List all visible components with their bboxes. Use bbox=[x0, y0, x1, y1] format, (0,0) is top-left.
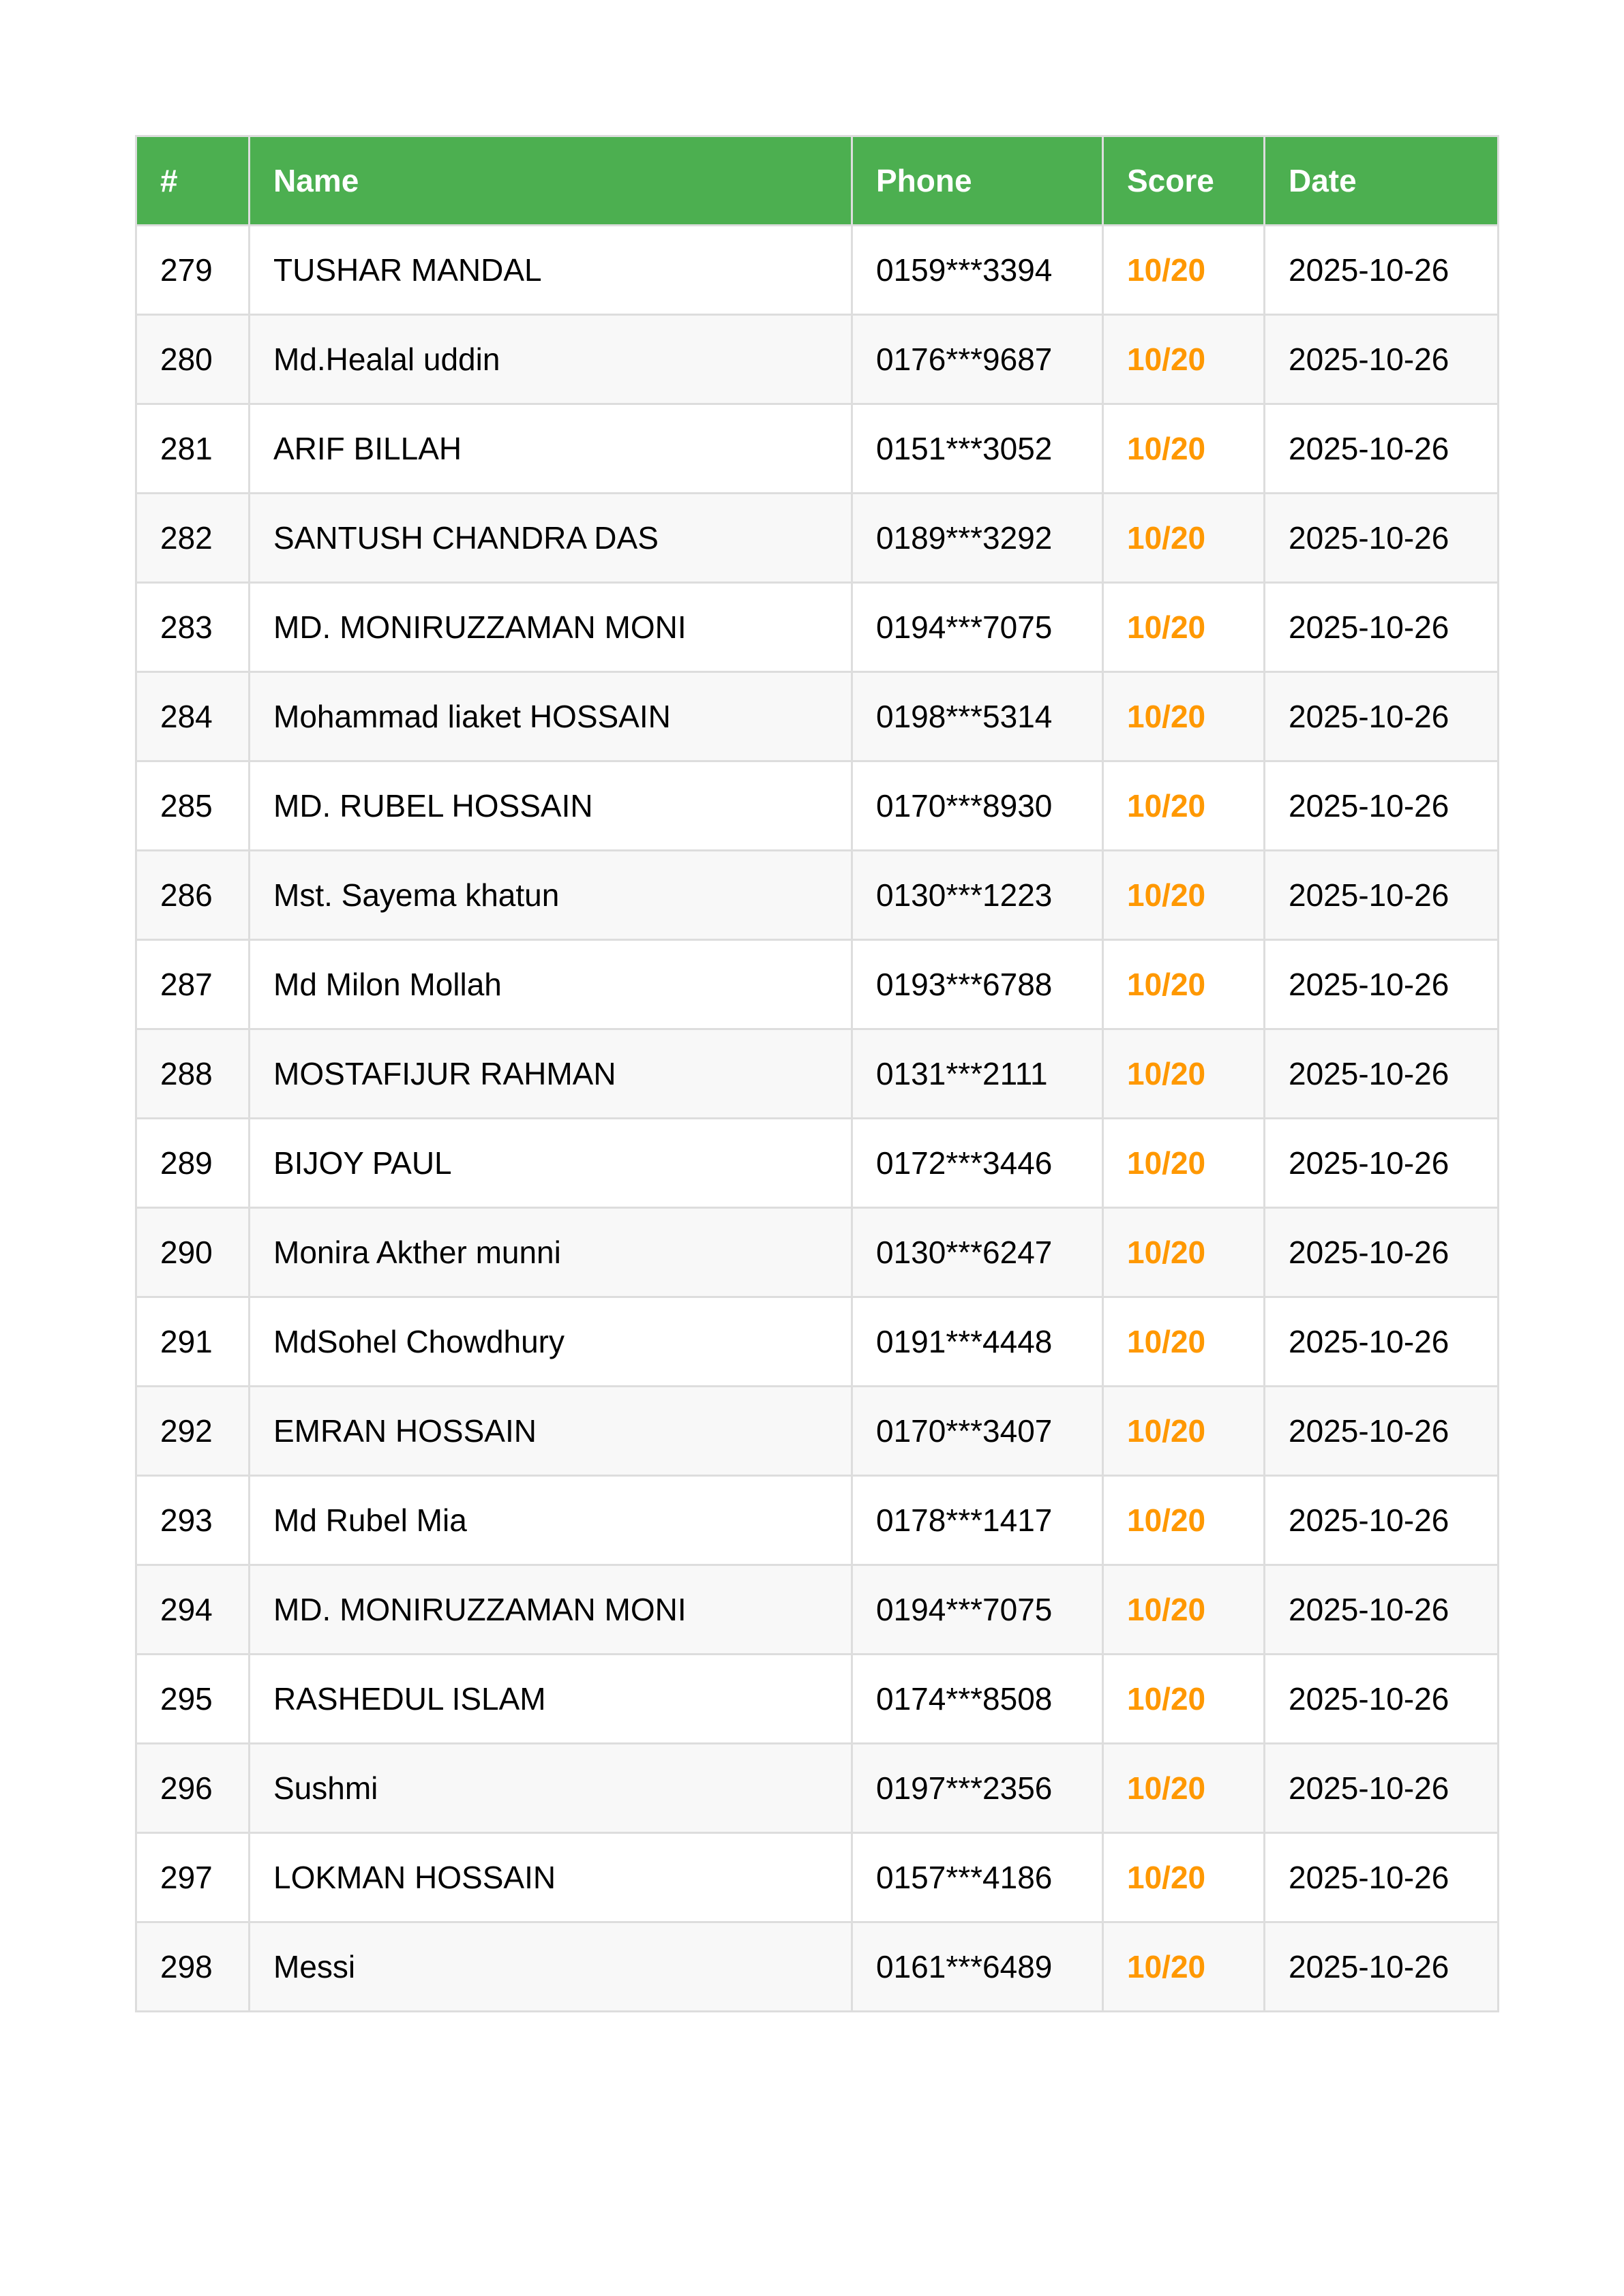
date: 2025-10-26 bbox=[1265, 851, 1499, 940]
date: 2025-10-26 bbox=[1265, 226, 1499, 315]
phone-number: 0189***3292 bbox=[852, 494, 1103, 583]
table-row bbox=[136, 1833, 1499, 1922]
date: 2025-10-26 bbox=[1265, 1297, 1499, 1387]
row-number: 287 bbox=[136, 940, 250, 1029]
table-row bbox=[136, 315, 1499, 404]
table-row bbox=[136, 226, 1499, 315]
participant-name: Mohammad liaket HOSSAIN bbox=[250, 672, 852, 761]
row-number: 291 bbox=[136, 1297, 250, 1387]
phone-number: 0157***4186 bbox=[852, 1833, 1103, 1922]
table-row bbox=[136, 940, 1499, 1029]
score: 10/20 bbox=[1103, 851, 1265, 940]
score: 10/20 bbox=[1103, 226, 1265, 315]
table-row bbox=[136, 404, 1499, 494]
participant-name: MD. RUBEL HOSSAIN bbox=[250, 761, 852, 851]
date: 2025-10-26 bbox=[1265, 1119, 1499, 1208]
row-number: 294 bbox=[136, 1565, 250, 1655]
participant-name: Messi bbox=[250, 1922, 852, 2012]
table-row bbox=[136, 1297, 1499, 1387]
table-row bbox=[136, 494, 1499, 583]
row-number: 281 bbox=[136, 404, 250, 494]
row-number: 285 bbox=[136, 761, 250, 851]
date: 2025-10-26 bbox=[1265, 404, 1499, 494]
table-row bbox=[136, 1922, 1499, 2012]
score: 10/20 bbox=[1103, 1297, 1265, 1387]
phone-number: 0178***1417 bbox=[852, 1476, 1103, 1565]
date: 2025-10-26 bbox=[1265, 1655, 1499, 1744]
score: 10/20 bbox=[1103, 1744, 1265, 1833]
score: 10/20 bbox=[1103, 1565, 1265, 1655]
table-row bbox=[136, 1655, 1499, 1744]
participant-name: EMRAN HOSSAIN bbox=[250, 1387, 852, 1476]
participant-name: LOKMAN HOSSAIN bbox=[250, 1833, 852, 1922]
phone-number: 0130***1223 bbox=[852, 851, 1103, 940]
participant-name: ARIF BILLAH bbox=[250, 404, 852, 494]
date: 2025-10-26 bbox=[1265, 583, 1499, 672]
participant-name: Md.Healal uddin bbox=[250, 315, 852, 404]
phone-number: 0170***3407 bbox=[852, 1387, 1103, 1476]
participant-name: Md Milon Mollah bbox=[250, 940, 852, 1029]
score: 10/20 bbox=[1103, 940, 1265, 1029]
table-row bbox=[136, 1744, 1499, 1833]
participant-name: TUSHAR MANDAL bbox=[250, 226, 852, 315]
score: 10/20 bbox=[1103, 672, 1265, 761]
phone-number: 0172***3446 bbox=[852, 1119, 1103, 1208]
score: 10/20 bbox=[1103, 494, 1265, 583]
table-row bbox=[136, 1119, 1499, 1208]
date: 2025-10-26 bbox=[1265, 940, 1499, 1029]
phone-number: 0159***3394 bbox=[852, 226, 1103, 315]
score: 10/20 bbox=[1103, 1119, 1265, 1208]
participant-name: MOSTAFIJUR RAHMAN bbox=[250, 1029, 852, 1119]
header-row bbox=[136, 136, 1499, 226]
date: 2025-10-26 bbox=[1265, 1922, 1499, 2012]
table-row bbox=[136, 1029, 1499, 1119]
score: 10/20 bbox=[1103, 315, 1265, 404]
date: 2025-10-26 bbox=[1265, 1029, 1499, 1119]
score: 10/20 bbox=[1103, 1029, 1265, 1119]
table-row bbox=[136, 1208, 1499, 1297]
participant-name: MD. MONIRUZZAMAN MONI bbox=[250, 1565, 852, 1655]
date: 2025-10-26 bbox=[1265, 761, 1499, 851]
score: 10/20 bbox=[1103, 1655, 1265, 1744]
participant-name: Sushmi bbox=[250, 1744, 852, 1833]
row-number: 292 bbox=[136, 1387, 250, 1476]
row-number: 286 bbox=[136, 851, 250, 940]
score: 10/20 bbox=[1103, 404, 1265, 494]
table-row bbox=[136, 583, 1499, 672]
table-body bbox=[136, 226, 1499, 2012]
phone-number: 0176***9687 bbox=[852, 315, 1103, 404]
participant-name: SANTUSH CHANDRA DAS bbox=[250, 494, 852, 583]
table-row bbox=[136, 672, 1499, 761]
participant-name: Monira Akther munni bbox=[250, 1208, 852, 1297]
participant-name: Md Rubel Mia bbox=[250, 1476, 852, 1565]
row-number: 283 bbox=[136, 583, 250, 672]
row-number: 297 bbox=[136, 1833, 250, 1922]
row-number: 298 bbox=[136, 1922, 250, 2012]
phone-number: 0198***5314 bbox=[852, 672, 1103, 761]
row-number: 284 bbox=[136, 672, 250, 761]
score: 10/20 bbox=[1103, 1208, 1265, 1297]
date: 2025-10-26 bbox=[1265, 1476, 1499, 1565]
column-header-score: Score bbox=[1103, 136, 1265, 226]
column-header-number: # bbox=[136, 136, 250, 226]
table-row bbox=[136, 1565, 1499, 1655]
phone-number: 0194***7075 bbox=[852, 583, 1103, 672]
score: 10/20 bbox=[1103, 1922, 1265, 2012]
date: 2025-10-26 bbox=[1265, 1208, 1499, 1297]
phone-number: 0193***6788 bbox=[852, 940, 1103, 1029]
column-header-date: Date bbox=[1265, 136, 1499, 226]
participant-name: MdSohel Chowdhury bbox=[250, 1297, 852, 1387]
phone-number: 0194***7075 bbox=[852, 1565, 1103, 1655]
row-number: 282 bbox=[136, 494, 250, 583]
score: 10/20 bbox=[1103, 1387, 1265, 1476]
table-header bbox=[136, 136, 1499, 226]
score: 10/20 bbox=[1103, 1833, 1265, 1922]
phone-number: 0170***8930 bbox=[852, 761, 1103, 851]
phone-number: 0191***4448 bbox=[852, 1297, 1103, 1387]
row-number: 290 bbox=[136, 1208, 250, 1297]
table-row bbox=[136, 1387, 1499, 1476]
row-number: 295 bbox=[136, 1655, 250, 1744]
table-row bbox=[136, 761, 1499, 851]
date: 2025-10-26 bbox=[1265, 494, 1499, 583]
row-number: 289 bbox=[136, 1119, 250, 1208]
phone-number: 0197***2356 bbox=[852, 1744, 1103, 1833]
row-number: 280 bbox=[136, 315, 250, 404]
score: 10/20 bbox=[1103, 761, 1265, 851]
participant-name: Mst. Sayema khatun bbox=[250, 851, 852, 940]
phone-number: 0151***3052 bbox=[852, 404, 1103, 494]
participant-name: RASHEDUL ISLAM bbox=[250, 1655, 852, 1744]
phone-number: 0174***8508 bbox=[852, 1655, 1103, 1744]
row-number: 296 bbox=[136, 1744, 250, 1833]
participant-name: BIJOY PAUL bbox=[250, 1119, 852, 1208]
table-row bbox=[136, 1476, 1499, 1565]
table-row bbox=[136, 851, 1499, 940]
date: 2025-10-26 bbox=[1265, 1565, 1499, 1655]
row-number: 279 bbox=[136, 226, 250, 315]
phone-number: 0130***6247 bbox=[852, 1208, 1103, 1297]
phone-number: 0131***2111 bbox=[852, 1029, 1103, 1119]
score: 10/20 bbox=[1103, 1476, 1265, 1565]
date: 2025-10-26 bbox=[1265, 1744, 1499, 1833]
date: 2025-10-26 bbox=[1265, 1387, 1499, 1476]
row-number: 293 bbox=[136, 1476, 250, 1565]
column-header-phone: Phone bbox=[852, 136, 1103, 226]
row-number: 288 bbox=[136, 1029, 250, 1119]
results-table bbox=[135, 135, 1499, 2012]
date: 2025-10-26 bbox=[1265, 315, 1499, 404]
date: 2025-10-26 bbox=[1265, 1833, 1499, 1922]
phone-number: 0161***6489 bbox=[852, 1922, 1103, 2012]
participant-name: MD. MONIRUZZAMAN MONI bbox=[250, 583, 852, 672]
score: 10/20 bbox=[1103, 583, 1265, 672]
column-header-name: Name bbox=[250, 136, 852, 226]
date: 2025-10-26 bbox=[1265, 672, 1499, 761]
